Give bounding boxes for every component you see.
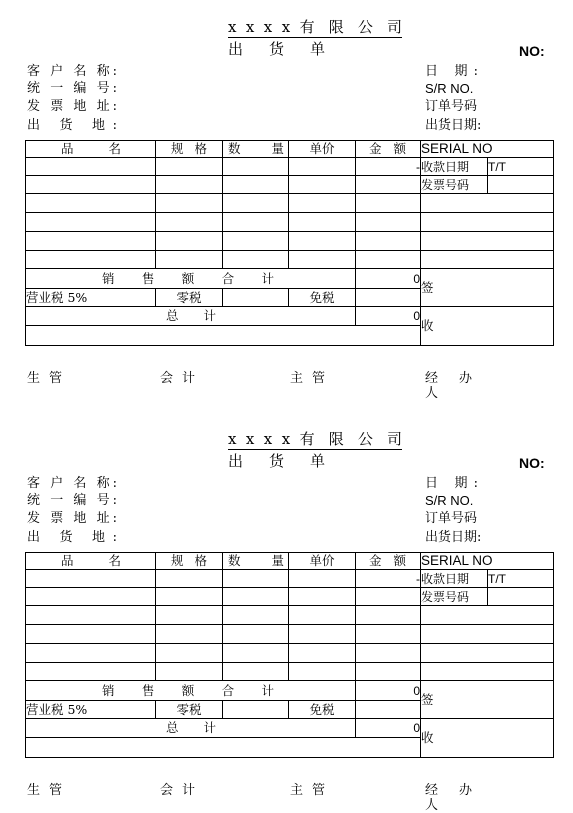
zero-tax-value — [223, 289, 289, 307]
quantity-cell — [223, 663, 289, 681]
item-row — [26, 606, 554, 625]
spec-cell — [156, 588, 223, 606]
item-name-cell — [26, 625, 156, 644]
item-name-header — [26, 553, 156, 570]
blank-cell — [26, 738, 421, 758]
supervisor-signature-label: 主 管 — [290, 783, 325, 798]
unit-price-cell — [289, 176, 356, 194]
grand-total-value: 0 — [356, 307, 421, 326]
payment-date-label: 收款日期 — [421, 570, 488, 588]
sales-total-label: 销 售 额 合 计 — [102, 682, 274, 698]
zero-tax-label: 零税 — [156, 289, 223, 307]
production-manager-signature-label: 生 管 — [27, 783, 62, 798]
amount-cell — [356, 625, 421, 644]
grand-total-label-cell — [26, 307, 356, 326]
invoice-number-label: 发票号码 — [421, 176, 488, 194]
amount-cell — [356, 213, 421, 232]
unit-price-cell — [289, 588, 356, 606]
unit-price-cell — [289, 570, 356, 588]
receive-label: 收 — [421, 318, 434, 333]
payment-terms-value: T/T — [488, 570, 554, 588]
sales-total-label-cell — [26, 269, 356, 289]
amount-header — [356, 553, 421, 570]
unit-price-cell — [289, 644, 356, 663]
shipment-table — [25, 552, 554, 758]
amount-header-text: 金 额 — [369, 141, 406, 156]
amount-cell — [356, 588, 421, 606]
amount-cell — [356, 644, 421, 663]
item-name-cell — [26, 232, 156, 251]
unit-price-cell — [289, 251, 356, 269]
quantity-cell — [223, 606, 289, 625]
tax-exempt-label: 免税 — [289, 701, 356, 719]
company-title: x x x x 有 限 公 司 — [228, 18, 402, 36]
quantity-cell — [223, 158, 289, 176]
accountant-signature-label: 会 计 — [160, 371, 195, 386]
quantity-cell — [223, 213, 289, 232]
spec-header-text: 规 格 — [171, 141, 207, 156]
supervisor-signature-label: 主 管 — [290, 371, 325, 386]
serial-number-cell — [421, 194, 554, 213]
handler-signature-label: 经 办 人 — [425, 371, 472, 401]
zero-tax-label: 零税 — [156, 701, 223, 719]
spec-cell — [156, 251, 223, 269]
serial-number-cell — [421, 232, 554, 251]
item-row — [26, 251, 554, 269]
item-row — [26, 625, 554, 644]
quantity-cell — [223, 194, 289, 213]
date-label: 日 期: — [425, 64, 478, 79]
unit-price-cell — [289, 194, 356, 213]
serial-number-cell — [421, 606, 554, 625]
spec-cell — [156, 194, 223, 213]
unit-price-header: 单价 — [289, 141, 356, 158]
spec-cell — [156, 232, 223, 251]
sales-total-label: 销 售 额 合 计 — [102, 270, 274, 286]
spec-cell — [156, 570, 223, 588]
quantity-header-text: 数 量 — [228, 141, 284, 156]
spec-cell — [156, 213, 223, 232]
grand-total-label: 总 计 — [166, 720, 216, 735]
sales-total-value: 0 — [356, 269, 421, 289]
tax-amount-value — [356, 701, 421, 719]
business-tax-label: 营业税 5% — [26, 289, 156, 307]
item-row — [26, 213, 554, 232]
unified-number-label: 统 一 编 号: — [27, 81, 117, 96]
unit-price-cell — [289, 213, 356, 232]
item-name-cell — [26, 251, 156, 269]
spec-cell — [156, 644, 223, 663]
sales-total-label-cell — [26, 681, 356, 701]
delivery-note — [0, 412, 573, 812]
shipment-table — [25, 140, 554, 346]
amount-cell: - — [356, 158, 421, 176]
invoice-address-label: 发 票 地 址: — [27, 99, 117, 114]
sr-number-label: S/R NO. — [425, 81, 474, 96]
amount-cell — [356, 194, 421, 213]
item-name-cell — [26, 158, 156, 176]
serial-number-cell — [421, 213, 554, 232]
quantity-cell — [223, 644, 289, 663]
table-header-row — [26, 553, 554, 570]
invoice-number-value — [488, 176, 554, 194]
accountant-signature-label: 会 计 — [160, 783, 195, 798]
item-row — [26, 194, 554, 213]
sign-cell — [421, 269, 554, 307]
handler-signature-label: 经 办 人 — [425, 783, 472, 813]
spec-cell — [156, 606, 223, 625]
table-header-row — [26, 141, 554, 158]
invoice-number-label: 发票号码 — [421, 588, 488, 606]
item-name-cell — [26, 176, 156, 194]
quantity-header — [223, 553, 289, 570]
tax-amount-value — [356, 289, 421, 307]
unit-price-header: 单价 — [289, 553, 356, 570]
payment-terms-value: T/T — [488, 158, 554, 176]
date-label: 日 期: — [425, 476, 478, 491]
serial-number-header: SERIAL NO — [421, 141, 554, 158]
item-name-cell — [26, 606, 156, 625]
quantity-cell — [223, 570, 289, 588]
ship-date-label: 出货日期: — [425, 530, 482, 545]
unit-price-cell — [289, 606, 356, 625]
sales-total-row — [26, 681, 554, 701]
sign-label: 签 — [421, 279, 434, 295]
receive-cell — [421, 307, 554, 346]
serial-number-cell — [421, 663, 554, 681]
serial-number-cell — [421, 625, 554, 644]
ship-from-label: 出 货 地: — [27, 530, 117, 545]
item-name-cell — [26, 213, 156, 232]
document-title: 出 货 单 — [228, 452, 325, 470]
spec-cell — [156, 158, 223, 176]
production-manager-signature-label: 生 管 — [27, 371, 62, 386]
item-row — [26, 232, 554, 251]
quantity-cell — [223, 251, 289, 269]
order-number-label: 订单号码 — [425, 511, 478, 526]
document-title: 出 货 单 — [228, 40, 325, 58]
amount-cell — [356, 251, 421, 269]
ship-date-label: 出货日期: — [425, 118, 482, 133]
item-row — [26, 663, 554, 681]
spec-cell — [156, 663, 223, 681]
company-title: x x x x 有 限 公 司 — [228, 430, 402, 448]
item-row — [26, 176, 554, 194]
item-name-header — [26, 141, 156, 158]
amount-cell: - — [356, 570, 421, 588]
item-name-cell — [26, 644, 156, 663]
spec-header — [156, 553, 223, 570]
grand-total-label: 总 计 — [166, 308, 216, 323]
amount-cell — [356, 176, 421, 194]
item-row — [26, 588, 554, 606]
item-name-cell — [26, 570, 156, 588]
invoice-address-label: 发 票 地 址: — [27, 511, 117, 526]
item-name-header-text: 品 名 — [61, 141, 121, 156]
customer-name-label: 客 户 名 称: — [27, 64, 117, 79]
quantity-cell — [223, 588, 289, 606]
item-name-header-text: 品 名 — [61, 553, 121, 568]
amount-cell — [356, 232, 421, 251]
item-row — [26, 570, 554, 588]
item-name-cell — [26, 663, 156, 681]
unit-price-cell — [289, 625, 356, 644]
amount-header — [356, 141, 421, 158]
serial-number-cell — [421, 644, 554, 663]
invoice-number-value — [488, 588, 554, 606]
spec-cell — [156, 625, 223, 644]
business-tax-label: 营业税 5% — [26, 701, 156, 719]
amount-cell — [356, 663, 421, 681]
serial-number-cell — [421, 251, 554, 269]
quantity-cell — [223, 176, 289, 194]
sales-total-value: 0 — [356, 681, 421, 701]
number-label: NO: — [519, 43, 545, 59]
number-label: NO: — [519, 455, 545, 471]
quantity-cell — [223, 232, 289, 251]
item-name-cell — [26, 194, 156, 213]
payment-date-label: 收款日期 — [421, 158, 488, 176]
order-number-label: 订单号码 — [425, 99, 478, 114]
unit-price-cell — [289, 232, 356, 251]
sign-cell — [421, 681, 554, 719]
quantity-cell — [223, 625, 289, 644]
unit-price-cell — [289, 663, 356, 681]
grand-total-label-cell — [26, 719, 356, 738]
spec-header — [156, 141, 223, 158]
grand-total-row — [26, 719, 554, 738]
sign-label: 签 — [421, 691, 434, 707]
quantity-header-text: 数 量 — [228, 553, 284, 568]
unit-price-cell — [289, 158, 356, 176]
serial-number-header: SERIAL NO — [421, 553, 554, 570]
spec-header-text: 规 格 — [171, 553, 207, 568]
item-row — [26, 644, 554, 663]
grand-total-value: 0 — [356, 719, 421, 738]
receive-label: 收 — [421, 730, 434, 745]
item-name-cell — [26, 588, 156, 606]
spec-cell — [156, 176, 223, 194]
tax-exempt-label: 免税 — [289, 289, 356, 307]
sales-total-row — [26, 269, 554, 289]
zero-tax-value — [223, 701, 289, 719]
receive-cell — [421, 719, 554, 758]
amount-header-text: 金 额 — [369, 553, 406, 568]
ship-from-label: 出 货 地: — [27, 118, 117, 133]
quantity-header — [223, 141, 289, 158]
amount-cell — [356, 606, 421, 625]
grand-total-row — [26, 307, 554, 326]
sr-number-label: S/R NO. — [425, 493, 474, 508]
delivery-note — [0, 0, 573, 400]
item-row — [26, 158, 554, 176]
blank-cell — [26, 326, 421, 346]
customer-name-label: 客 户 名 称: — [27, 476, 117, 491]
unified-number-label: 统 一 编 号: — [27, 493, 117, 508]
